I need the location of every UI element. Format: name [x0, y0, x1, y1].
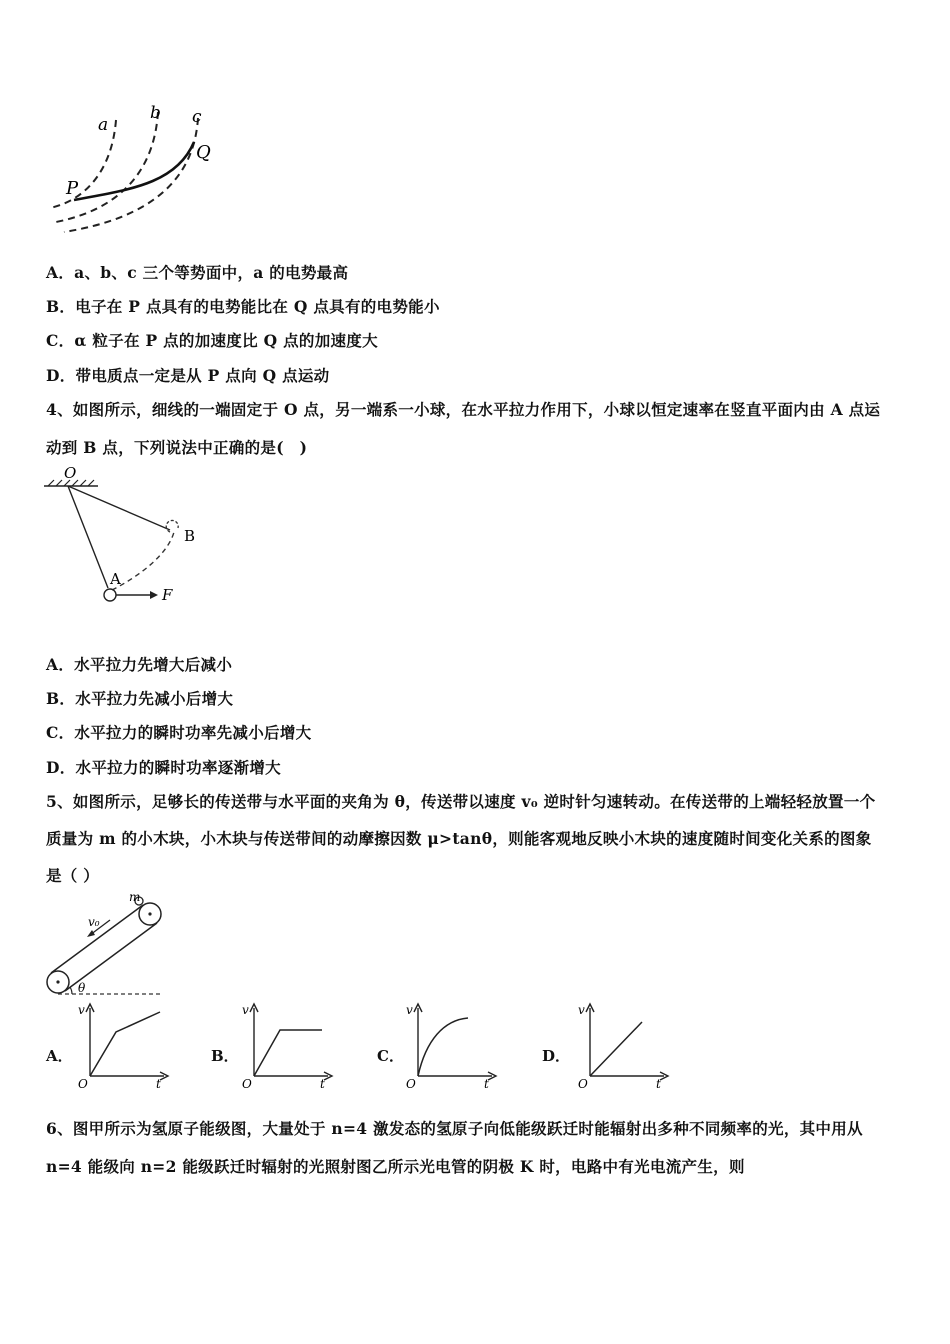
- q6-stem-line2: n=4 能级向 n=2 能级跃迁时辐射的光照射图乙所示光电管的阴极 K 时，电路中有光电流产生，则: [46, 1157, 745, 1176]
- q3-option-b: B．电子在 P 点具有的电势能比在 Q 点具有的电势能小: [46, 297, 440, 316]
- q5-conveyor-figure: [40, 890, 170, 998]
- label-f: F: [162, 586, 173, 604]
- q5-stem-line3: 是（ ）: [46, 866, 100, 885]
- q4-pendulum-figure: [40, 464, 220, 612]
- label-theta: θ: [78, 981, 86, 995]
- graph-a-yaxis: v: [78, 1003, 85, 1017]
- graph-a-xaxis: t: [156, 1077, 161, 1090]
- graph-c-curve: [418, 1018, 468, 1076]
- q4-option-a: A．水平拉力先增大后减小: [46, 655, 233, 674]
- q5-option-d-letter: D．: [542, 1047, 571, 1065]
- q5-option-b-letter: B．: [211, 1047, 239, 1065]
- ball-b-dashed: [166, 520, 178, 532]
- label-v0: v₀: [88, 915, 100, 929]
- angle-arc: [70, 987, 72, 994]
- q5-graph-b: [240, 1000, 340, 1090]
- label-b: b: [150, 103, 161, 123]
- q5-stem-line1: 5、如图所示，足够长的传送带与水平面的夹角为 θ，传送带以速度 v₀ 逆时针匀速转动。在传送带的上端轻轻放置一个: [46, 792, 876, 811]
- graph-a-line: [90, 1012, 160, 1076]
- graph-b-origin: O: [242, 1077, 252, 1090]
- q4-stem-line1: 4、如图所示，细线的一端固定于 O 点，另一端系一小球，在水平拉力作用下，小球以恒定速率在竖直平面内由 A 点运: [46, 400, 881, 419]
- label-o: O: [64, 464, 77, 482]
- graph-c-yaxis: v: [406, 1003, 413, 1017]
- q3-option-c: C．α 粒子在 P 点的加速度比 Q 点的加速度大: [46, 331, 378, 350]
- force-arrow-head: [150, 591, 158, 599]
- q5-option-c-letter: C．: [377, 1047, 404, 1065]
- q5-graph-d: [576, 1000, 676, 1090]
- label-c: c: [192, 107, 202, 127]
- q4-option-d: D．水平拉力的瞬时功率逐渐增大: [46, 758, 281, 777]
- q4-stem-line2: 动到 B 点，下列说法中正确的是( ): [46, 438, 308, 457]
- q5-graph-a: [76, 1000, 176, 1090]
- velocity-arrow-head: [87, 930, 95, 937]
- lower-pulley-center: [56, 980, 59, 983]
- graph-a-origin: O: [78, 1077, 88, 1090]
- q3-option-d: D．带电质点一定是从 P 点向 Q 点运动: [46, 366, 330, 385]
- graph-b-yaxis: v: [242, 1003, 249, 1017]
- q6-stem-line1: 6、图甲所示为氢原子能级图，大量处于 n=4 激发态的氢原子向低能级跃迁时能辐射出多种不同频率的光，其中用从: [46, 1119, 863, 1138]
- q5-graph-c: [404, 1000, 504, 1090]
- arc-a-to-b: [112, 532, 174, 590]
- graph-d-yaxis: v: [578, 1003, 585, 1017]
- graph-d-origin: O: [578, 1077, 588, 1090]
- graph-b-xaxis: t: [320, 1077, 325, 1090]
- trajectory-curve: [74, 142, 194, 200]
- q5-option-a-letter: A．: [46, 1047, 73, 1065]
- graph-d-line: [590, 1022, 642, 1076]
- ball-a: [104, 589, 116, 601]
- graph-b-line: [254, 1030, 322, 1076]
- graph-c-xaxis: t: [484, 1077, 489, 1090]
- q3-option-a: A．a、b、c 三个等势面中，a 的电势最高: [46, 263, 349, 282]
- label-a: A: [110, 570, 121, 588]
- q5-stem-line2: 质量为 m 的小木块，小木块与传送带间的动摩擦因数 μ>tanθ，则能客观地反映小木块的速度随时间变化关系的图象: [46, 829, 872, 848]
- q4-option-b: B．水平拉力先减小后增大: [46, 689, 234, 708]
- label-q: Q: [196, 142, 211, 163]
- label-m: m: [129, 890, 141, 904]
- label-p: P: [66, 178, 79, 199]
- upper-pulley-center: [148, 912, 151, 915]
- graph-c-origin: O: [406, 1077, 416, 1090]
- q3-equipotential-figure: [46, 100, 236, 240]
- label-a: a: [98, 115, 109, 135]
- label-b: B: [184, 527, 196, 545]
- q4-option-c: C．水平拉力的瞬时功率先减小后增大: [46, 723, 312, 742]
- graph-d-xaxis: t: [656, 1077, 661, 1090]
